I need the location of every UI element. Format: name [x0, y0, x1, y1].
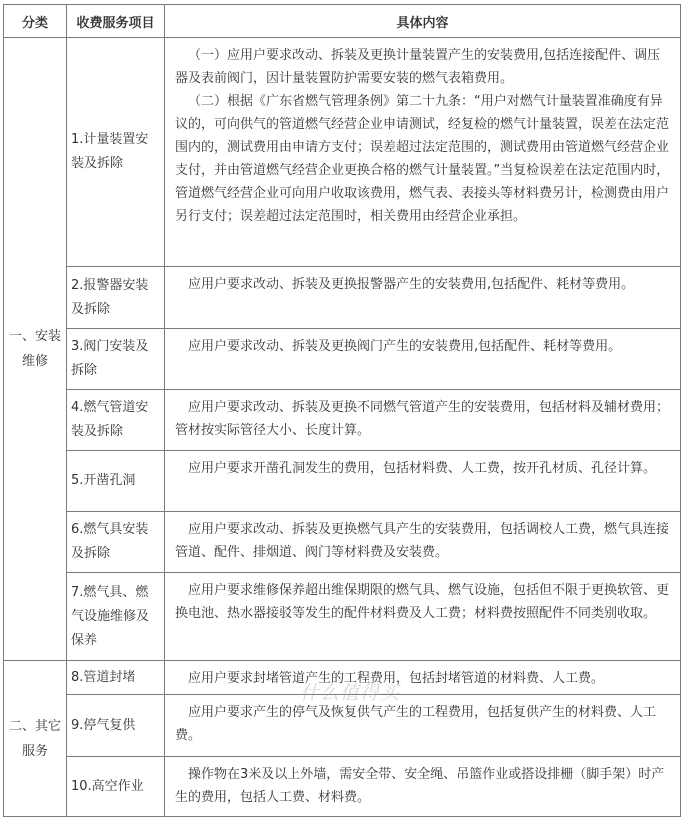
- content-paragraph: （二）根据《广东省燃气管理条例》第二十九条：“用户对燃气计量装置准确度有异议的，可向供气的管道燃气经营企业申请测试，经复检的燃气计量装置，误差在法定范围内的，测试费用由申请方支付；误差超过法定范围的，测试费用由管道燃气经营企业支付，并由管道燃气经营企业更换合格的燃气计量装置。”当复检误差在法定范围内时，管道燃气经营企业可向用户收取该费用，燃气表、表接头等材料费另计，检测费由用户另行支付；误差超过法定范围时，相关费用由经营企业承担。: [175, 94, 670, 224]
- item-cell: 3.阀门安装及拆除: [67, 329, 165, 390]
- content-cell: [165, 757, 681, 817]
- item-cell: 1.计量装置安装及拆除: [67, 38, 165, 267]
- table-row: [4, 267, 681, 329]
- table-row: [4, 390, 681, 451]
- content-cell: [165, 267, 681, 329]
- item-cell: 10.高空作业: [67, 757, 165, 817]
- table-row: [4, 512, 681, 573]
- table-row: [4, 695, 681, 757]
- item-cell: 5.开凿孔洞: [67, 451, 165, 512]
- table-row: [4, 757, 681, 817]
- content-paragraph: 应用户要求封堵管道产生的工程费用，包括封堵管道的材料费、人工费。: [188, 671, 605, 686]
- item-cell: 8.管道封堵: [67, 661, 165, 695]
- content-paragraph: 应用户要求改动、拆装及更换阀门产生的安装费用,包括配件、耗材等费用。: [188, 339, 622, 354]
- content-paragraph: 应用户要求维修保养超出维保期限的燃气具、燃气设施，包括但不限于更换软管、更换电池、热水器接驳等发生的配件材料费及人工费；材料费按照配件不同类别收取。: [175, 583, 670, 621]
- content-cell: [165, 451, 681, 512]
- content-paragraph: 应用户要求改动、拆装及更换燃气具产生的安装费用，包括调校人工费，燃气具连接管道、配件、排烟道、阀门等材料费及安装费。: [175, 522, 670, 560]
- watermark: 什么值得买: [300, 682, 401, 704]
- item-cell: 2.报警器安装及拆除: [67, 267, 165, 329]
- header-category: 分类: [4, 5, 67, 38]
- item-cell: 6.燃气具安装及拆除: [67, 512, 165, 573]
- fee-table: [3, 4, 681, 817]
- content-cell: [165, 512, 681, 573]
- content-paragraph: 应用户要求产生的停气及恢复供气产生的工程费用，包括复供产生的材料费、人工费。: [175, 705, 657, 743]
- table-row: [4, 451, 681, 512]
- content-cell: [165, 573, 681, 661]
- content-cell: [165, 38, 681, 267]
- table-header-row: [4, 5, 681, 38]
- content-cell: [165, 695, 681, 757]
- content-paragraph: 应用户要求改动、拆装及更换不同燃气管道产生的安装费用，包括材料及辅材费用；管材按实际管径大小、长度计算。: [175, 400, 670, 438]
- header-item: 收费服务项目: [67, 5, 165, 38]
- item-cell: 4.燃气管道安装及拆除: [67, 390, 165, 451]
- content-cell: [165, 661, 681, 695]
- table-row: [4, 329, 681, 390]
- table-row: [4, 661, 681, 695]
- item-cell: 7.燃气具、燃气设施维修及保养: [67, 573, 165, 661]
- content-paragraph: （一）应用户要求改动、拆装及更换计量装置产生的安装费用,包括连接配件、调压器及表前阀门，因计量装置防护需要安装的燃气表箱费用。: [175, 48, 661, 86]
- content-paragraph: 操作物在3米及以上外墙，需安全带、安全绳、吊篮作业或搭设排栅（脚手架）时产生的费用，包括人工费、材料费。: [175, 767, 665, 805]
- category-cell: 二、其它服务: [4, 661, 67, 817]
- content-paragraph: 应用户要求开凿孔洞发生的费用，包括材料费、人工费，按开孔材质、孔径计算。: [188, 461, 657, 476]
- category-cell: 一、安装维修: [4, 38, 67, 661]
- table-row: [4, 573, 681, 661]
- content-paragraph: 应用户要求改动、拆装及更换报警器产生的安装费用,包括配件、耗材等费用。: [188, 277, 635, 292]
- item-cell: 9.停气复供: [67, 695, 165, 757]
- header-content: 具体内容: [165, 5, 681, 38]
- content-cell: [165, 329, 681, 390]
- table-row: [4, 38, 681, 267]
- content-cell: [165, 390, 681, 451]
